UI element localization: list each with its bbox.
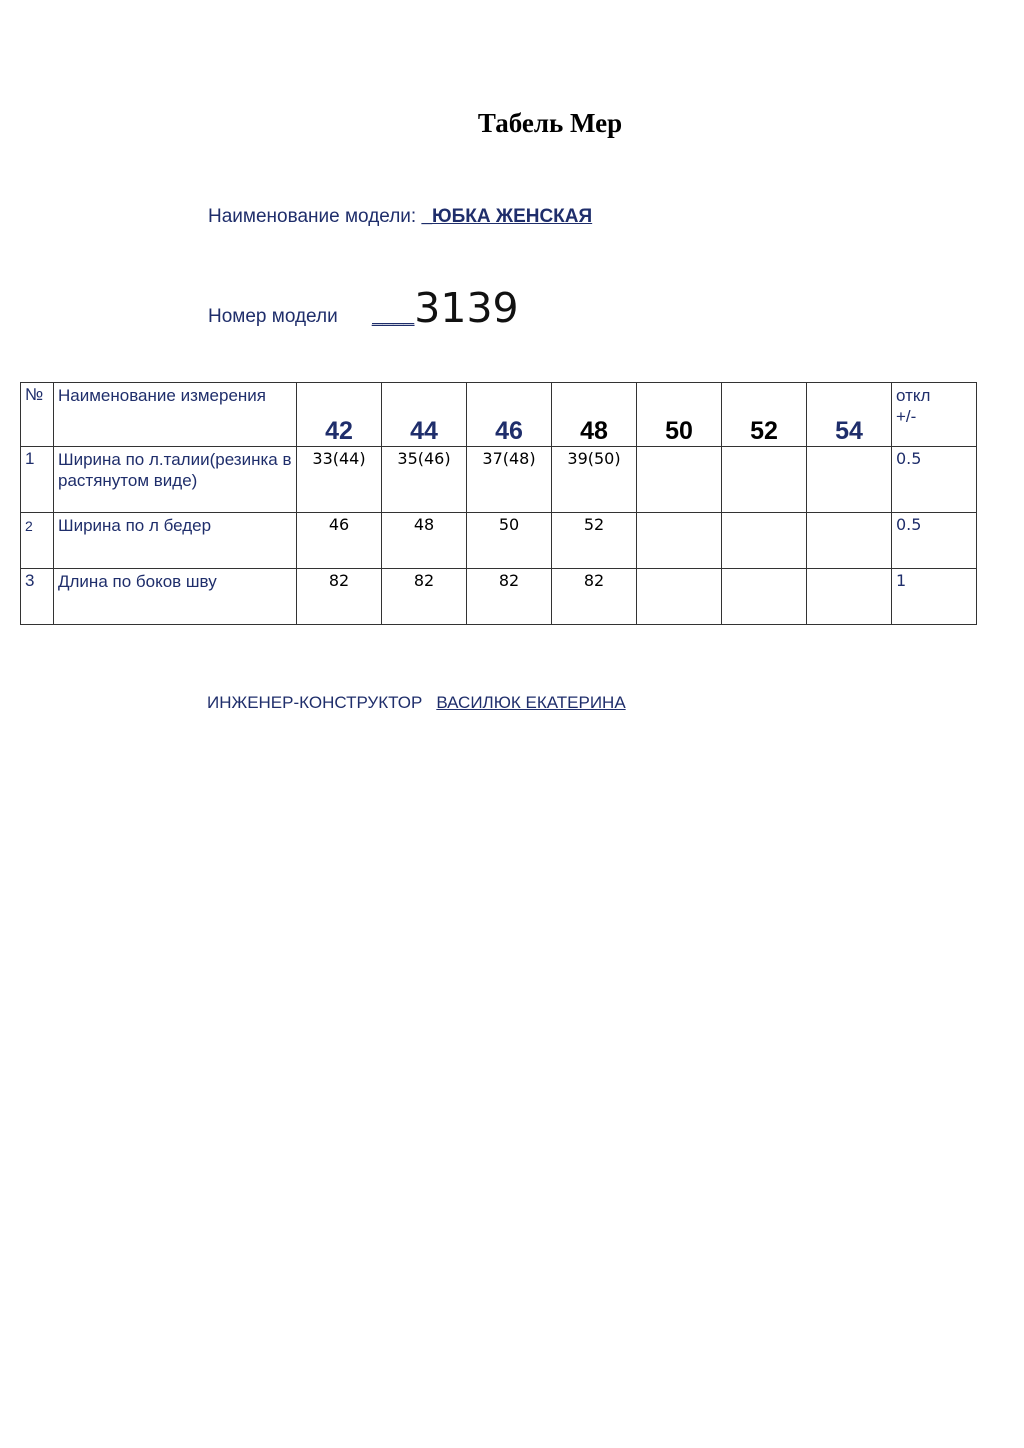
model-name-row	[208, 206, 592, 228]
header-size-50: 50	[637, 383, 722, 447]
row-value: 39(50)	[552, 447, 637, 513]
row-number: 2	[21, 513, 54, 569]
table-row	[21, 447, 977, 513]
row-value: 82	[552, 569, 637, 625]
header-size-52: 52	[722, 383, 807, 447]
model-name-value: _ЮБКА ЖЕНСКАЯ	[421, 206, 593, 227]
engineer-signature-row	[207, 693, 626, 713]
page-title: Табель Мер	[477, 108, 623, 138]
row-value: 33(44)	[297, 447, 382, 513]
row-value	[637, 447, 722, 513]
row-value: 37(48)	[467, 447, 552, 513]
engineer-label: ИНЖЕНЕР-КОНСТРУКТОР	[207, 693, 423, 712]
table-header-row	[21, 383, 977, 447]
engineer-name: ВАСИЛЮК ЕКАТЕРИНА	[436, 693, 626, 712]
row-tolerance: 1	[892, 569, 977, 625]
model-number-row	[208, 284, 519, 332]
row-tolerance: 0.5	[892, 447, 977, 513]
model-number-blank: ____	[372, 306, 415, 327]
header-size-46: 46	[467, 383, 552, 447]
row-tolerance: 0.5	[892, 513, 977, 569]
model-number-label: Номер модели	[208, 306, 338, 327]
header-size-42: 42	[297, 383, 382, 447]
row-measurement-name: Длина по боков шву	[54, 569, 297, 625]
table-row	[21, 513, 977, 569]
row-value: 82	[382, 569, 467, 625]
model-number-value: 3139	[414, 284, 519, 332]
header-number: №	[21, 383, 54, 447]
row-value	[722, 569, 807, 625]
row-value: 52	[552, 513, 637, 569]
header-tolerance-line2: +/-	[896, 407, 917, 426]
table-row	[21, 569, 977, 625]
row-value	[722, 447, 807, 513]
row-number: 3	[21, 569, 54, 625]
model-name-label: Наименование модели:	[208, 206, 417, 227]
row-measurement-name: Ширина по л бедер	[54, 513, 297, 569]
row-value: 82	[297, 569, 382, 625]
row-number: 1	[21, 447, 54, 513]
row-value: 48	[382, 513, 467, 569]
row-value	[637, 513, 722, 569]
row-value	[807, 513, 892, 569]
header-tolerance-line1: откл	[896, 386, 931, 405]
header-size-54: 54	[807, 383, 892, 447]
header-tolerance	[892, 383, 977, 447]
row-value: 82	[467, 569, 552, 625]
row-value	[722, 513, 807, 569]
row-value	[807, 447, 892, 513]
row-value	[807, 569, 892, 625]
header-measurement-name: Наименование измерения	[54, 383, 297, 447]
row-value: 50	[467, 513, 552, 569]
row-value: 35(46)	[382, 447, 467, 513]
row-value	[637, 569, 722, 625]
measurement-table	[20, 382, 977, 625]
row-measurement-name: Ширина по л.талии(резинка в растянутом виде)	[54, 447, 297, 513]
header-size-48: 48	[552, 383, 637, 447]
header-size-44: 44	[382, 383, 467, 447]
row-value: 46	[297, 513, 382, 569]
